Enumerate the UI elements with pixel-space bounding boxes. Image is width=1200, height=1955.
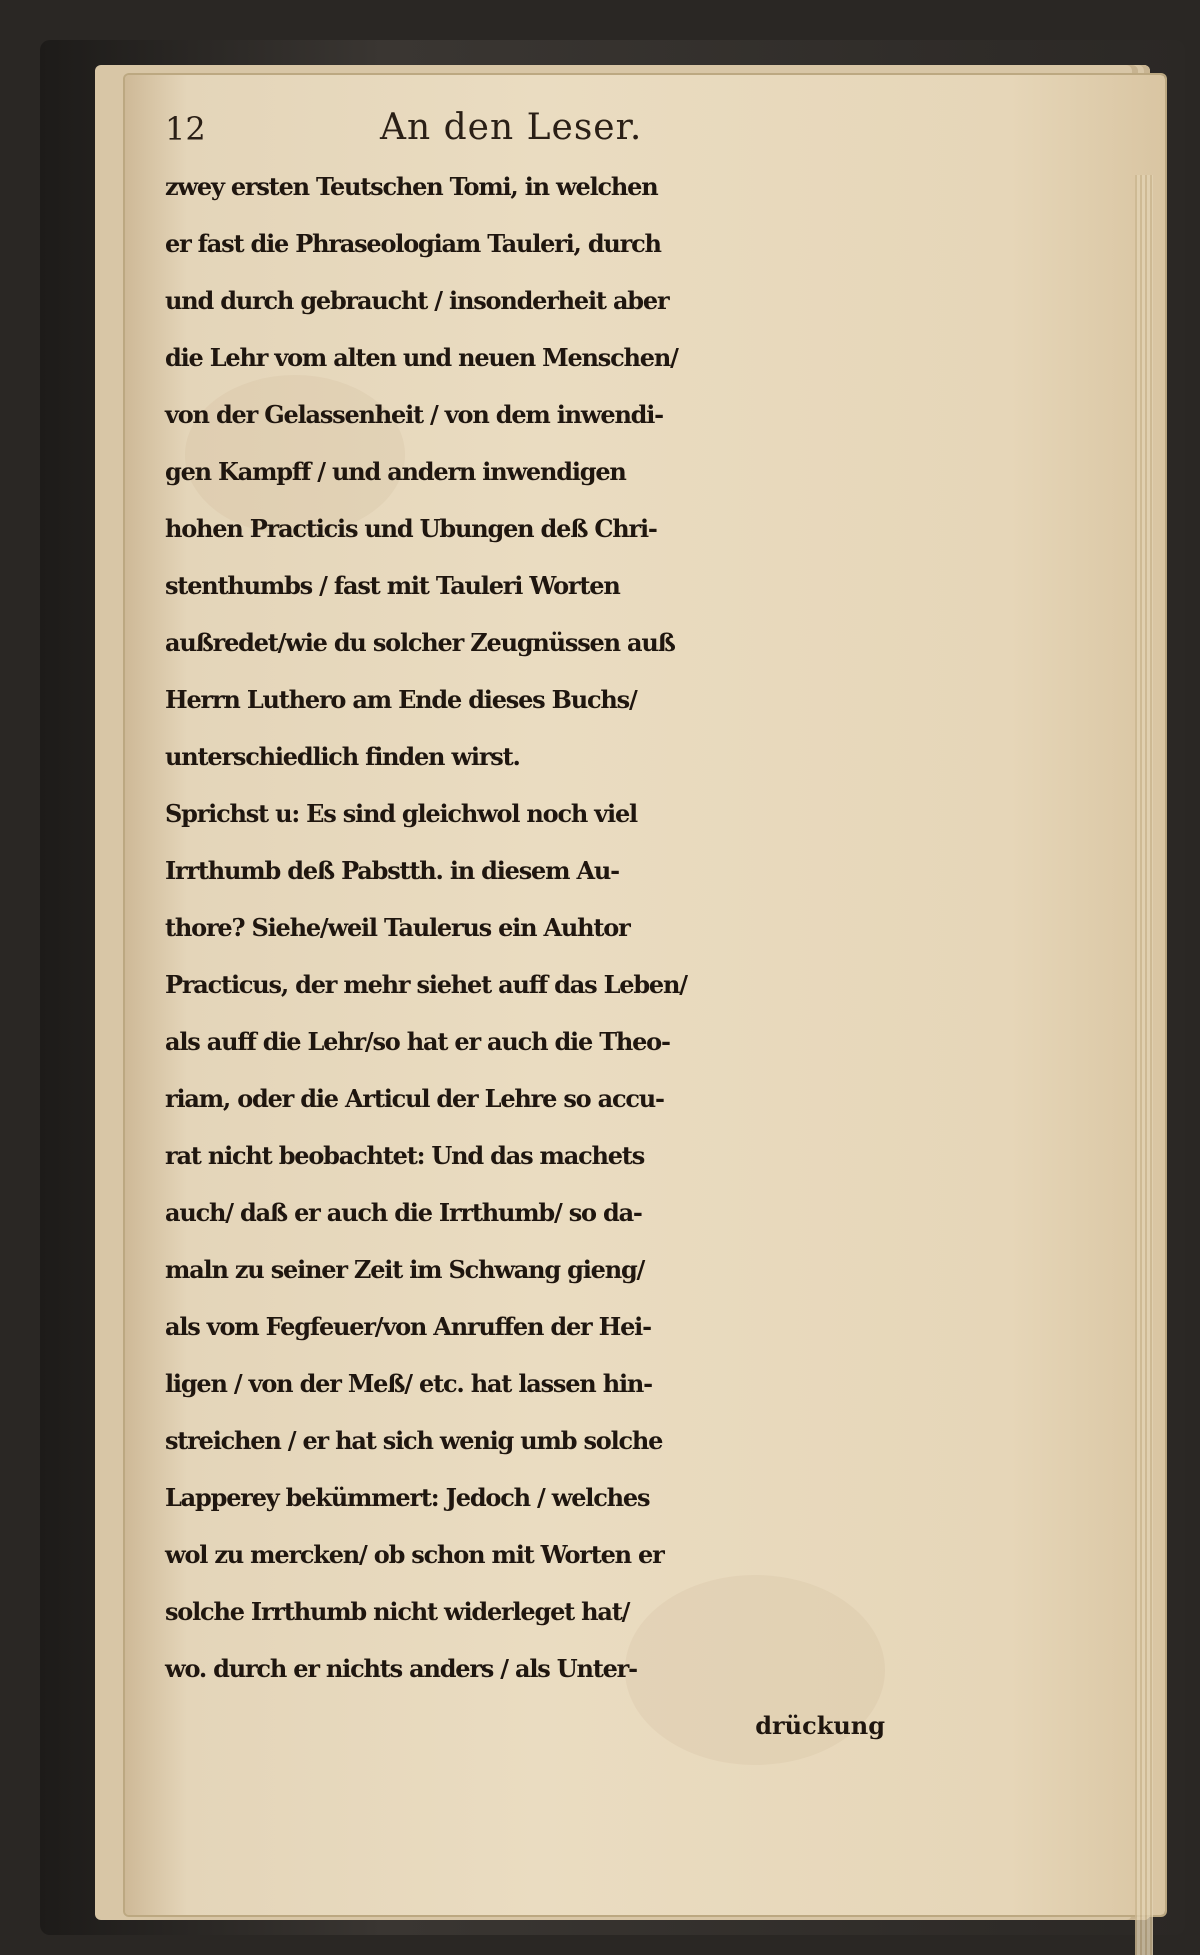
text-line: gen Kampff / und andern inwendigen xyxy=(165,457,626,486)
text-line: Sprichst u: Es sind gleichwol noch viel xyxy=(165,799,637,828)
text-line: solche Irrthumb nicht widerleget hat/ xyxy=(165,1597,630,1626)
text-line: und durch gebraucht / insonderheit aber xyxy=(165,286,669,315)
text-line: hohen Practicis und Ubungen deß Chri- xyxy=(165,514,657,543)
text-line: wo. durch er nichts anders / als Unter- xyxy=(165,1654,637,1683)
text-line: auch/ daß er auch die Irrthumb/ so da- xyxy=(165,1198,642,1227)
text-line: maln zu seiner Zeit im Schwang gieng/ xyxy=(165,1255,645,1284)
text-line: wol zu mercken/ ob schon mit Worten er xyxy=(165,1540,664,1569)
text-line: als vom Fegfeuer/von Anruffen der Hei- xyxy=(165,1312,651,1341)
text-line: Practicus, der mehr siehet auff das Leben/ xyxy=(165,970,687,999)
page-number: 12 xyxy=(165,110,206,148)
text-line: stenthumbs / fast mit Tauleri Worten xyxy=(165,571,620,600)
page-header xyxy=(165,95,885,155)
text-line: ligen / von der Meß/ etc. hat lassen hin- xyxy=(165,1369,652,1398)
text-line: Lapperey bekümmert: Jedoch / welches xyxy=(165,1483,650,1512)
text-line: zwey ersten Teutschen Tomi, in welchen xyxy=(165,172,658,201)
catchword: drückung xyxy=(755,1711,885,1740)
text-line: außredet/wie du solcher Zeugnüssen auß xyxy=(165,628,675,657)
text-line: unterschiedlich finden wirst. xyxy=(165,742,520,771)
text-line: streichen / er hat sich wenig umb solche xyxy=(165,1426,663,1455)
text-line: von der Gelassenheit / von dem inwendi- xyxy=(165,400,663,429)
text-line: als auff die Lehr/so hat er auch die Theo- xyxy=(165,1027,670,1056)
text-line: thore? Siehe/weil Taulerus ein Auhtor xyxy=(165,913,630,942)
text-block xyxy=(165,158,905,1838)
text-line: rat nicht beobachtet: Und das machets xyxy=(165,1141,645,1170)
text-line: Herrn Luthero am Ende dieses Buchs/ xyxy=(165,685,637,714)
running-head: An den Leser. xyxy=(380,107,643,148)
text-line: riam, oder die Articul der Lehre so accu- xyxy=(165,1084,664,1113)
text-line: Irrthumb deß Pabstth. in diesem Au- xyxy=(165,856,619,885)
text-line: die Lehr vom alten und neuen Menschen/ xyxy=(165,343,678,372)
text-line: er fast die Phraseologiam Tauleri, durch xyxy=(165,229,661,258)
page-edge xyxy=(1135,175,1153,1955)
